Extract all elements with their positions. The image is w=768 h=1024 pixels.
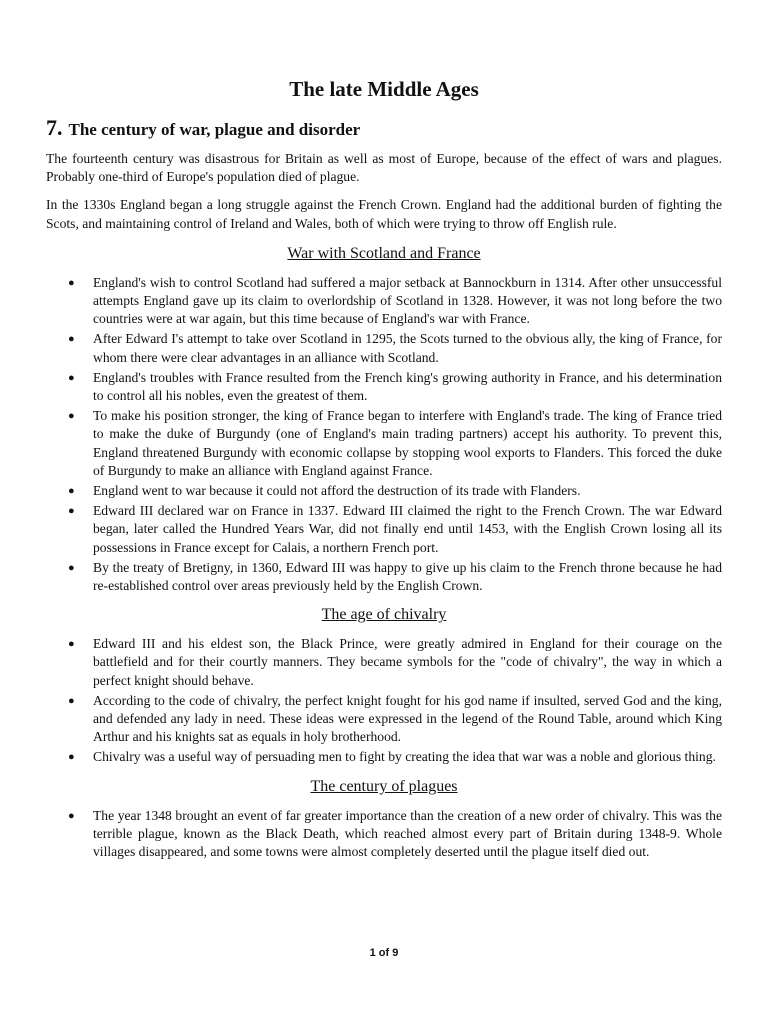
bullet-icon: ● bbox=[68, 561, 75, 574]
list-item-text: According to the code of chivalry, the perfect knight fought for his god name if insulted, served God and the king, and defended any lady in need. These ideas were expressed in the legend of the Round Table, around which King Arthur and his knights sat as equals in holy brotherhood. bbox=[93, 692, 722, 745]
bullet-list bbox=[46, 807, 722, 862]
page-title: The late Middle Ages bbox=[289, 77, 479, 101]
list-item-text: After Edward I's attempt to take over Scotland in 1295, the Scots turned to the obvious ally, the king of France, for whom there were clear advantages in an alliance with Scotland. bbox=[93, 331, 722, 365]
list-item bbox=[46, 748, 722, 766]
bullet-icon: ● bbox=[68, 410, 75, 423]
bullet-list bbox=[46, 635, 722, 766]
list-item bbox=[46, 407, 722, 480]
section-heading: The century of plagues bbox=[310, 777, 458, 795]
list-item bbox=[46, 369, 722, 405]
list-item-text: The year 1348 brought an event of far greater importance than the creation of a new order of chivalry. This was the terrible plague, known as the Black Death, which reached almost every part of Britain during 1348-9. Whole villages disappeared, and some towns were almost completely deserted until the plague itself died out. bbox=[93, 807, 722, 860]
list-item-text: England's troubles with France resulted from the French king's growing authority in France, and his determination to control all his nobles, even the greatest of them. bbox=[93, 369, 722, 404]
document-body bbox=[46, 150, 722, 870]
list-item-text: England's wish to control Scotland had suffered a major setback at Bannockburn in 1314. After other unsuccessful attempts England gave up its claim to overlordship of Scotland in 1328. However, it was not long before the two countries were at war again, but this time because of England's war with France. bbox=[93, 274, 722, 327]
page-number: 1 of 9 bbox=[369, 947, 399, 959]
list-item-text: By the treaty of Bretigny, in 1360, Edward III was happy to give up his claim to the French throne because he had re-established control over areas previously held by the English Crown. bbox=[93, 559, 722, 594]
list-item bbox=[46, 559, 722, 595]
list-item bbox=[46, 274, 722, 329]
bullet-icon: ● bbox=[68, 751, 75, 764]
bullet-icon: ● bbox=[68, 505, 75, 518]
list-item-text: Edward III and his eldest son, the Black Prince, were greatly admired in England for their courage on the battlefield and for their courtly manners. They became symbols for the "code of chivalry", the way in which a perfect knight should behave. bbox=[93, 636, 722, 688]
list-item bbox=[46, 807, 722, 862]
section-heading: The age of chivalry bbox=[321, 606, 447, 624]
list-item-text: Edward III declared war on France in 1337. Edward III claimed the right to the French Crown. The war Edward began, later called the Hundred Years War, did not finally end until 1453, with the English Crown losing all its possessions in France except for Calais, a northern French port. bbox=[93, 503, 722, 555]
bullet-icon: ● bbox=[68, 694, 75, 707]
intro-paragraph: The fourteenth century was disastrous for Britain as well as most of Europe, because of the effect of wars and plagues. Probably one-third of Europe's population died of plague. bbox=[46, 151, 722, 185]
bullet-icon: ● bbox=[68, 809, 75, 822]
chapter-number: 7. bbox=[46, 115, 63, 140]
bullet-icon: ● bbox=[68, 276, 75, 289]
bullet-icon: ● bbox=[68, 638, 75, 651]
list-item-text: Chivalry was a useful way of persuading men to fight by creating the idea that war was a noble and glorious thing. bbox=[93, 749, 716, 765]
list-item bbox=[46, 482, 722, 500]
chapter-heading bbox=[46, 115, 360, 143]
bullet-icon: ● bbox=[68, 371, 75, 384]
chapter-title: The century of war, plague and disorder bbox=[68, 120, 361, 139]
list-item-text: To make his position stronger, the king of France began to interfere with England's trade. The king of France tried to make the duke of Burgundy (one of England's main trading partners) accept his authority. To prevent this, England threatened Burgundy with economic collapse by stopping wool exports to Flanders. This forced the duke of Burgundy to make an alliance with England against France. bbox=[93, 408, 722, 478]
intro-paragraph: In the 1330s England began a long struggle against the French Crown. England had the additional burden of fighting the Scots, and maintaining control of Ireland and Wales, both of which were trying to throw off English rule. bbox=[46, 197, 722, 231]
bullet-icon: ● bbox=[68, 485, 75, 498]
section-heading: War with Scotland and France bbox=[287, 244, 481, 262]
list-item bbox=[46, 330, 722, 366]
bullet-icon: ● bbox=[68, 333, 75, 346]
list-item bbox=[46, 635, 722, 690]
bullet-list bbox=[46, 274, 722, 595]
list-item bbox=[46, 692, 722, 747]
list-item-text: England went to war because it could not afford the destruction of its trade with Flanders. bbox=[93, 483, 581, 499]
list-item bbox=[46, 502, 722, 557]
